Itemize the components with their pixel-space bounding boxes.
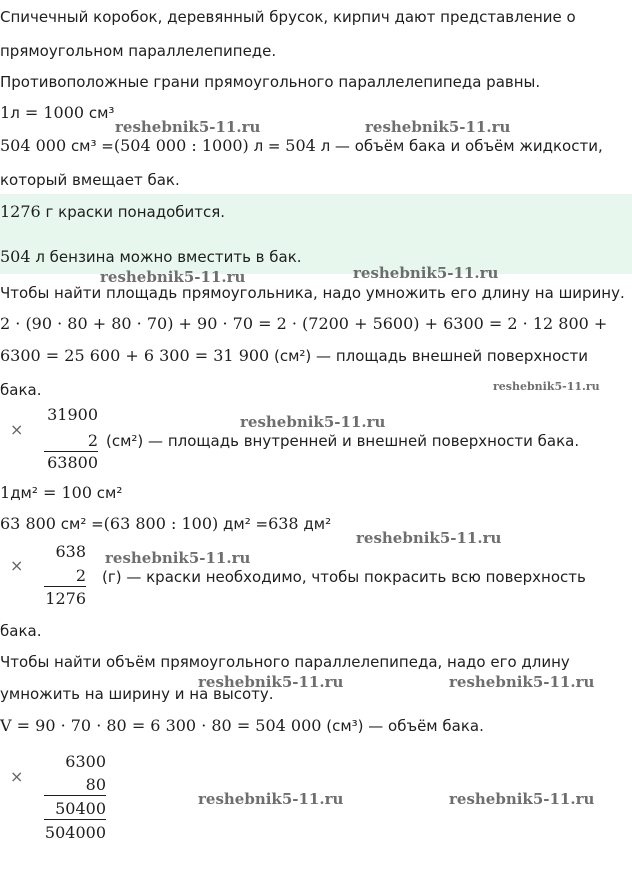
text: дм²: [298, 515, 332, 533]
text: см² =: [55, 515, 104, 533]
text-line-baka-1: бака.: [0, 381, 42, 399]
calc2-caption: (г) — краски необходимо, чтобы покрасить всю поверхность: [102, 568, 586, 586]
math: V = 90 · 70 · 80 = 6 300 · 80 = 504 000: [0, 716, 322, 735]
math: 1: [0, 103, 11, 122]
math: = 1000: [19, 103, 85, 122]
calc3-factor-b: 80: [44, 775, 106, 796]
calc2-factor-a: 638: [55, 542, 86, 561]
watermark-text: reshebnik5-11.ru: [115, 118, 261, 136]
math: 504: [285, 136, 316, 155]
text: л — объём бака и объём жидкости,: [315, 137, 603, 155]
text-line-volume-rule-1: Чтобы найти объём прямоугольного параллелепипеда, надо его длину: [0, 653, 570, 671]
text: (см²) — площадь внешней поверхности: [269, 347, 589, 365]
text: л =: [248, 137, 286, 155]
area-formula-2: [0, 346, 588, 366]
math: 6300 = 25 600 + 6 300 = 31 900: [0, 346, 270, 365]
watermark-text: reshebnik5-11.ru: [449, 790, 595, 808]
watermark-text: reshebnik5-11.ru: [100, 268, 246, 286]
text: л: [10, 104, 20, 122]
conversion-line-4: [0, 514, 331, 534]
text: см³: [84, 104, 115, 122]
math: (63 800 : 100): [103, 514, 219, 533]
text: г краски понадобится.: [40, 203, 226, 221]
math: 1276: [0, 202, 41, 221]
calc3-partial: 50400: [44, 799, 106, 820]
text: (см³) — объём бака.: [321, 717, 484, 735]
answer-petrol: [0, 247, 302, 267]
calc1-factor-a: 31900: [47, 405, 98, 424]
watermark-text: reshebnik5-11.ru: [356, 529, 502, 547]
text: см³ =: [66, 137, 114, 155]
calc3-factor-a: 6300: [65, 752, 106, 771]
math: 63 800: [0, 514, 56, 533]
watermark-text: reshebnik5-11.ru: [353, 264, 499, 282]
text-line-bak: который вмещает бак.: [0, 171, 180, 189]
text-line-area-rule: Чтобы найти площадь прямоугольника, надо умножить его длину на ширину.: [0, 284, 625, 302]
calc1-result: 63800: [47, 453, 98, 472]
text-line-2: прямоугольном параллелепипеде.: [0, 42, 277, 60]
text-line-volume-rule-2: умножить на ширину и на высоту.: [0, 685, 274, 703]
math: 638: [268, 514, 299, 533]
conversion-line-1: [0, 103, 114, 123]
multiply-sign-icon: ×: [10, 420, 24, 439]
calc2-factor-b: 2: [44, 566, 86, 587]
text: дм² =: [218, 515, 269, 533]
calc1-caption: (см²) — площадь внутренней и внешней поверхности бака.: [106, 432, 580, 450]
text-line-1: Спичечный коробок, деревянный брусок, кирпич дают представление о: [0, 8, 576, 26]
math: 1: [0, 483, 11, 502]
text: дм²: [10, 484, 38, 502]
watermark-text: reshebnik5-11.ru: [449, 673, 595, 691]
conversion-line-3: [0, 483, 122, 503]
conversion-line-2: [0, 136, 603, 156]
area-formula-1: 2 · (90 · 80 + 80 · 70) + 90 · 70 = 2 · (7200 + 5600) + 6300 = 2 · 12 800 +: [0, 314, 608, 333]
watermark-text: reshebnik5-11.ru: [365, 118, 511, 136]
text: л бензина можно вместить в бак.: [30, 248, 302, 266]
math: = 100: [37, 483, 93, 502]
multiply-sign-icon: ×: [10, 767, 24, 786]
watermark-text: reshebnik5-11.ru: [240, 413, 386, 431]
math: 504: [0, 247, 31, 266]
math: 504 000: [0, 136, 67, 155]
volume-formula: [0, 716, 484, 736]
calc2-result: 1276: [45, 589, 86, 608]
watermark-text: reshebnik5-11.ru: [198, 673, 344, 691]
text: см²: [92, 484, 123, 502]
multiply-sign-icon: ×: [10, 556, 24, 575]
watermark-text: reshebnik5-11.ru: [105, 549, 251, 567]
watermark-text: reshebnik5-11.ru: [493, 380, 600, 393]
answer-paint: [0, 202, 225, 222]
text-line-3: Противоположные грани прямоугольного параллелепипеда равны.: [0, 73, 541, 91]
math: (504 000 : 1000): [113, 136, 249, 155]
calc1-factor-b: 2: [44, 431, 98, 452]
watermark-text: reshebnik5-11.ru: [198, 790, 344, 808]
calc3-result: 504000: [44, 823, 106, 842]
text-line-baka-2: бака.: [0, 622, 42, 640]
